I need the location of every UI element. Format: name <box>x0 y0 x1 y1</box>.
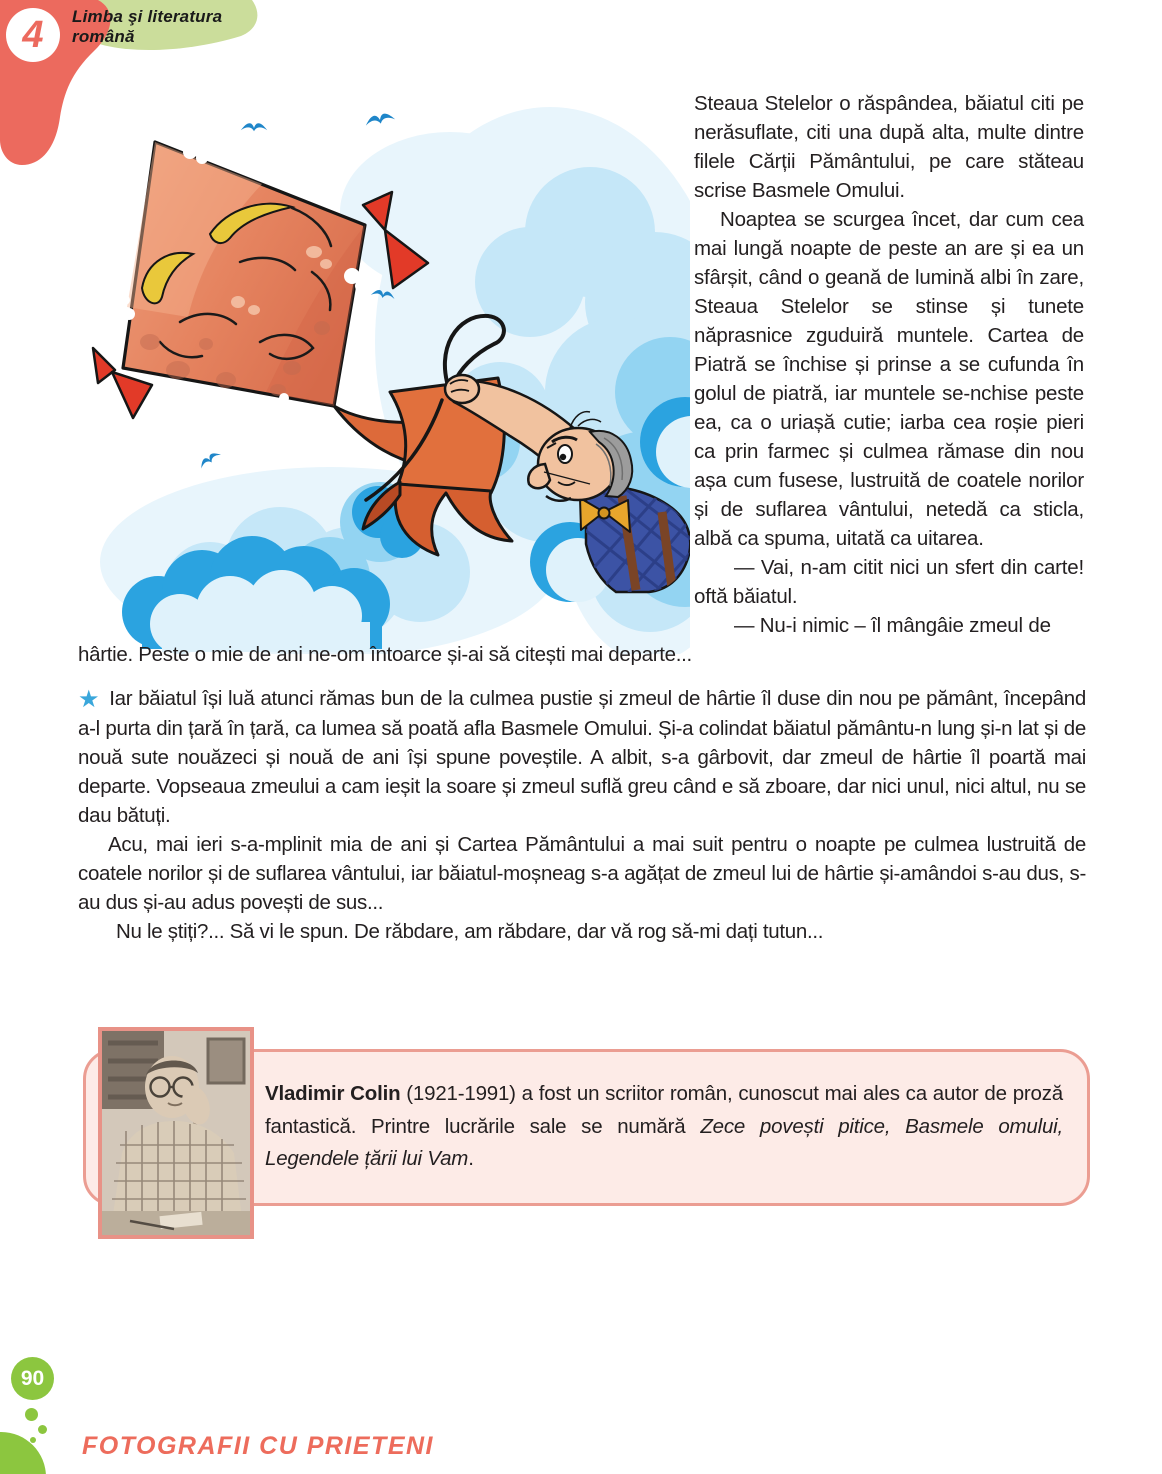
story-paragraph: Steaua Stelelor o răspândea, băiatul citi pe nerăsuflate, citi una după alta, multe dintre filele Cărții Pământului, pe care stăteau scrise Basmele Omului. <box>694 92 1084 202</box>
page-number: 90 <box>20 1366 45 1390</box>
story-continuation: hârtie. Peste o mie de ani ne-om întoarce și-ai să citești mai departe... <box>78 643 692 666</box>
bio-text-regular: (1921-1991) a fost un scriitor român, cunoscut mai ales ca autor de proză fantastică. Printre lucrările sale se numără <box>265 1082 1063 1138</box>
decorative-dot <box>38 1425 47 1434</box>
kite-illustration <box>30 92 690 654</box>
decorative-dot <box>25 1408 38 1421</box>
story-paragraph: Noaptea se scurgea încet, dar cum cea mai lungă noapte de peste an are și ea un sfârșit, când o geană de lumină albi în zare, Steaua Stelelor se stinse și tunete năprasnice zguduiră muntele. Cartea de Piatră se închise și prinse a se cufunda în golul de piatră, iar muntele se-nchise peste ea, ca o uriașă cutie; iarba cea roșie pieri ca prin farmec și culmea rămase din nou așa cum fusese, lustruită de coatele norilor și de suflarea vântului, netedă ca sticla, albă ca spuma, uitată ca uitarea. <box>694 208 1084 550</box>
story-paragraph: Nu le știți?... Să vi le spun. De răbdare, am răbdare, dar vă rog să-mi dați tutun... <box>116 920 824 943</box>
story-column <box>694 89 1084 640</box>
unit-number: 4 <box>22 13 44 56</box>
star-paragraph-text: Iar băiatul își luă atunci rămas bun de la culmea pustie și zmeul de hârtie îl duse din nou pe pământ, începând a-l purta din țară în țară, ca lumea să poată afla Basmele Omului. Și-a colindat băiatul pământu-n lung și-n lat și de nouă sute nouăzeci și nouă de ani își spune poveștile. A albit, s-a gârbovit, dar zmeul de hârtie îl poartă mai departe. Vopseaua zmeului a cam ieșit la soare și zmeul suflă greu când e să zboare, dar nici unul, nici altul, nu se dau bătuți. <box>78 687 1086 827</box>
kite <box>119 141 367 406</box>
author-name: Vladimir Colin <box>265 1082 401 1105</box>
subject-label: Limba şi literatura română <box>72 7 223 46</box>
author-bio-text <box>265 1078 1063 1176</box>
page-number-badge <box>11 1357 54 1400</box>
story-star-paragraph <box>78 684 1086 830</box>
story-paragraph: — Nu-i nimic – îl mângâie zmeul de <box>734 614 1051 637</box>
author-photo <box>98 1027 254 1239</box>
bio-text-end: . <box>468 1147 474 1170</box>
bio-works-italic: Zece povești pitice, Basmele omului, Legendele țării lui Vam <box>265 1114 1063 1170</box>
story-paragraph: — Vai, n-am citit nici un sfert din carte! oftă băiatul. <box>694 556 1084 608</box>
section-title: FOTOGRAFII CU PRIETENI <box>82 1432 434 1460</box>
corner-blob <box>0 1432 46 1474</box>
story-paragraph: Acu, mai ieri s-a-mplinit mia de ani și Cartea Pământului a mai suit pentru o noapte pe culmea lustruită de coatele norilor și de suflarea vântului, iar băiatul-moșneag s-a agățat de zmeul lui de hârtie și-amândoi s-au dus, s-au dus și-au adus povești de sus... <box>78 833 1086 914</box>
star-icon: ★ <box>78 686 100 713</box>
story-full-width <box>78 640 1086 946</box>
decorative-dot <box>30 1437 36 1443</box>
